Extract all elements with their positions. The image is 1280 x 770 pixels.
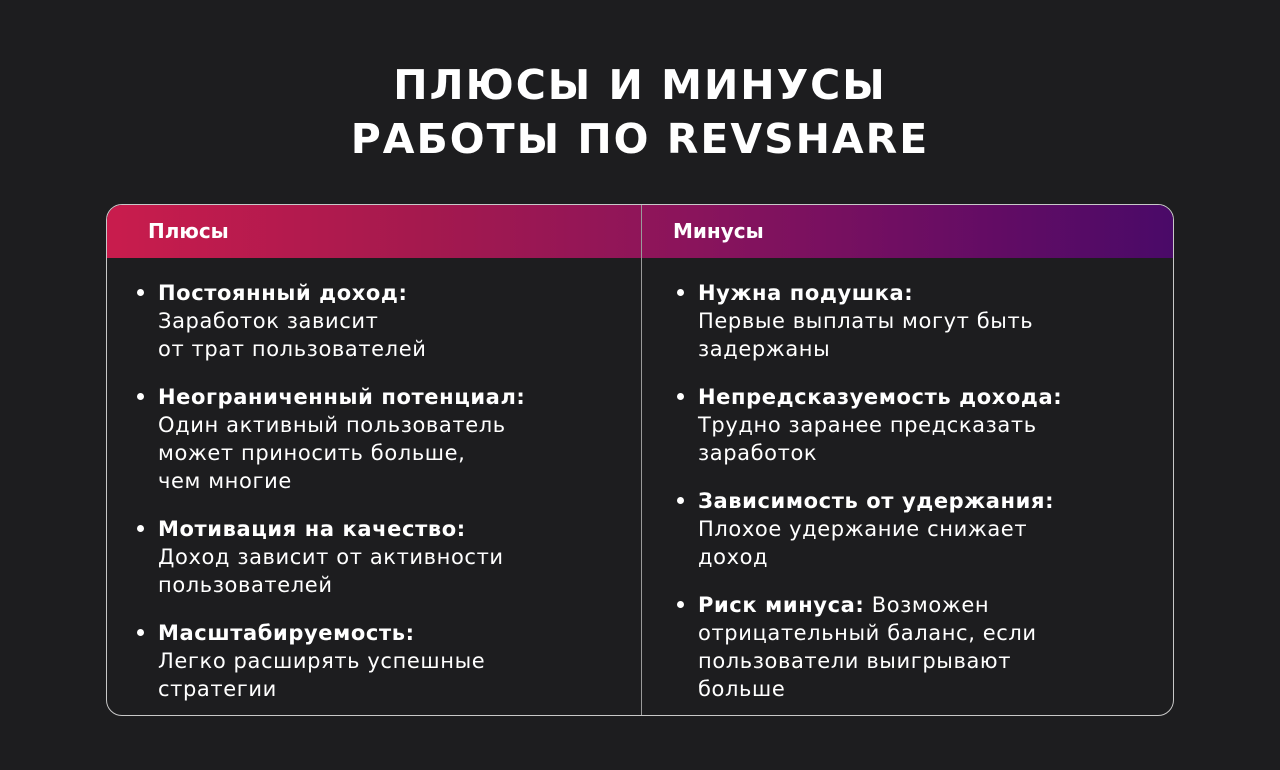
bullet-icon	[677, 289, 684, 296]
pros-item-title: Неограниченный потенциал:	[158, 385, 526, 409]
pros-item-title: Масштабируемость:	[158, 621, 415, 645]
column-divider	[641, 205, 642, 715]
page-title-line-1: ПЛЮСЫ И МИНУСЫ	[393, 61, 887, 109]
pros-column	[133, 279, 633, 716]
page-title-line-2: РАБОТЫ ПО REVSHARE	[350, 115, 930, 163]
bullet-icon	[137, 525, 144, 532]
bullet-icon	[137, 629, 144, 636]
pros-item-title: Мотивация на качество:	[158, 517, 466, 541]
pros-header: Плюсы	[148, 219, 229, 243]
pros-item-text: Один активный пользователь может приносить больше, чем многие	[158, 413, 506, 493]
pros-item-text: Легко расширять успешные стратегии	[158, 649, 486, 701]
pros-list-item	[133, 383, 633, 495]
pros-list-item	[133, 515, 633, 599]
cons-item-title: Риск минуса:	[698, 593, 865, 617]
table-header	[107, 205, 1173, 258]
bullet-icon	[677, 497, 684, 504]
cons-item-title: Зависимость от удержания:	[698, 489, 1055, 513]
cons-item-text: Возможен отрицательный баланс, если пользователи выигрывают больше	[698, 593, 1037, 701]
cons-item-title: Непредсказуемость дохода:	[698, 385, 1063, 409]
pros-list-item	[133, 279, 633, 363]
cons-item-text: Плохое удержание снижает доход	[698, 517, 1028, 569]
cons-header: Минусы	[673, 219, 764, 243]
cons-item-title: Нужна подушка:	[698, 281, 914, 305]
cons-list-item	[673, 591, 1163, 703]
page-title	[0, 58, 1280, 166]
bullet-icon	[677, 601, 684, 608]
cons-list-item	[673, 487, 1163, 571]
pros-list-item	[133, 619, 633, 703]
cons-item-text: Трудно заранее предсказать заработок	[698, 413, 1037, 465]
pros-item-text: Заработок зависит от трат пользователей	[158, 309, 427, 361]
cons-list-item	[673, 279, 1163, 363]
cons-list-item	[673, 383, 1163, 467]
bullet-icon	[677, 393, 684, 400]
bullet-icon	[137, 393, 144, 400]
pros-cons-table	[106, 204, 1174, 716]
bullet-icon	[137, 289, 144, 296]
cons-item-text: Первые выплаты могут быть задержаны	[698, 309, 1034, 361]
pros-item-text: Доход зависит от активности пользователей	[158, 545, 504, 597]
cons-column	[673, 279, 1163, 716]
pros-item-title: Постоянный доход:	[158, 281, 408, 305]
